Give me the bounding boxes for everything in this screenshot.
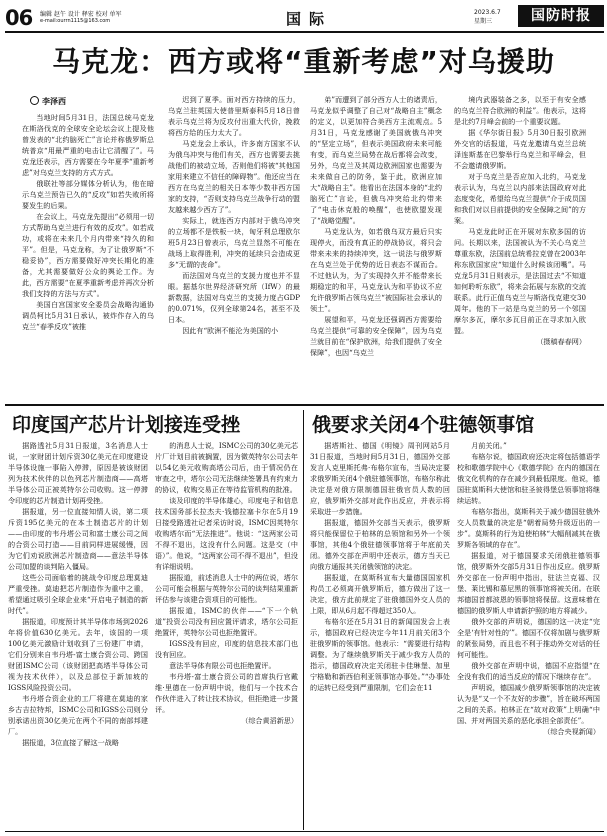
paragraph: 当地时间5月31日，法国总统马克龙在斯洛伐克的全球安全论坛会议上提及他曾发表的“北约脑死亡”言论并称俄罗斯总统普京“用最严重的电击让它清醒了”。马克龙还表示，西方需要在今年夏季“重新考虑”对乌克兰支持的方式方式。 xyxy=(22,113,154,177)
issue-date xyxy=(474,8,501,26)
paragraph: 据报道，另一位直接知情人说，第二项斥资195亿美元的在本土制造芯片的计划——由印度的韦丹塔公司和富士康公司之间的合资公司打造——目前同样进展缓慢，因为它们劝说欧洲芯片制造商——意法半导体公司加盟的谈判陷入僵局。 xyxy=(8,507,148,571)
paragraph: 马克龙认为，如若俄乌双方最后只实现停火，而没有真正的停战协议，将只会带来未来的持续冲突，这一说法与俄罗斯在乌克兰处于优势的近日表态不谋而合。不过他认为，为了实现持久并不能带来长期稳定的和平，马克龙认为和平协议不应允许俄罗斯占领乌克兰“被国际社会承认的领土”。 xyxy=(310,227,442,313)
paragraph: 据报道，前述消息人士中的两位说，塔尔公司可能会根据与英特尔公司的谈判结果重新评估参与该建合资项目的可能性。 xyxy=(155,573,298,604)
top-rule xyxy=(5,31,604,33)
paragraph: 布格尔指出，莫斯科关于减少德国驻俄外交人员数量的决定是“朝着局势升级迈出的一步”。莫斯科的行为迫使柏林“大幅削减其在俄罗斯各领域的存在”。 xyxy=(457,507,600,549)
paragraph: 迟到了夏季。面对西方持续的压力，乌克兰驻英国大使普里斯泰科5月18日曾表示乌克兰将为反攻付出重大代价，挽救将西方给的压力太大了。 xyxy=(168,95,300,137)
paragraph: 这些公司面临着的挑战令印度总理莫迪严重受挫。莫迪把芯片制造作为重中之重，希望通过吸引全球企业来“开启电子制造的新时代”。 xyxy=(8,573,148,615)
paragraph: 弟”而遭到了部分西方人士的诸责后，马克龙似乎调整了自己对“战略自主”概念的定义，以更加符合美西方主流观点。5月31日，马克龙感谢了美国就俄乌冲突的“坚定立场”，但表示美国政府未来可能有变，而乌克兰局势在战后都将会改变，另外，乌克兰及其周边欧洲国家也需要为未来做自己的防务，鉴于此，欧洲应加大“战略自主”。他看出在法国本身的“北约脑死亡”言论，但俄乌冲突给北约带来了“电击休克般的唤醒”，也使欧盟发现了“战略觉醒”。 xyxy=(310,95,442,225)
byline xyxy=(30,96,66,107)
paragraph: 马克龙此时正在开展对东欧多国的访问。长期以来，法国被认为不关心乌克兰尊重东欧，法国前总统希拉克曾在2003年称东欧国家应“知道什么时候该闭嘴”。马克龙5月31日则表示，是法国过去“不知道如何聆听东欧”，将来会拓展与东欧的交流联系。此行正值乌克兰与斯洛伐克建交30周年。他的下一站是乌克兰的另一个邻国摩尔多瓦，摩尔多瓦目前正在寻求加入欧盟。 xyxy=(454,227,586,335)
paragraph: 的消息人士说，ISMC公司的30亿美元芯片厂计划目前被搁置，因为微英特尔公司去年以54亿美元收购高塔公司后，由于情况仍在审查之中，塔尔公司无法继续签署具有约束力的协议，收购交易正在等待监管机构的批准。 xyxy=(155,441,298,494)
paragraph: 境内武器装备之多，以至于有安全感的乌克兰符合欧洲的利益”。他表示，这将是北约7月峰会前的一个重要议题。 xyxy=(454,95,586,126)
article1-column-2 xyxy=(168,94,300,400)
section-title: 国际 xyxy=(286,10,333,28)
article2-column-1 xyxy=(8,440,148,828)
paragraph: 而法国对乌克兰的支援力度也并不显眼。据基尔世界经济研究所（IfW）的最新数据，法国对乌克兰的支援力度占GDP的0.071%，仅列全球第24名，甚至不及日本。 xyxy=(168,271,300,324)
paragraph: 在会议上，马克龙先提出“必须用一切方式帮助乌克兰进行有效的反攻”。如若成功，或将在未来几个月内带来“持久的和平”。但是，马克龙称，为了让俄罗斯“不稳妥协”，西方需要做好冲突长期化的准备，尤其需要做好公众的舆论工作。为此，西方需要“在夏季重新考虑并再次分析我们支持的方法与方式”。 xyxy=(22,212,154,298)
paragraph: 实际上，就连西方内部对于俄乌冲突的立场都不是铁板一块，匈牙利总理欧尔班5月23日曾表示，乌克兰显然不可能在战场上取得胜利，冲突的延续只会造成更多“无谓的丧命”。 xyxy=(168,216,300,269)
paragraph: 据报道，ISMC的伙伴——“下一个轨道”投资公司没有回应置评请求，塔尔公司拒绝置评，英特尔公司也拒绝置评。 xyxy=(155,606,298,637)
middle-rule xyxy=(5,404,604,406)
paragraph: 谈及印度的半导体雄心，印度电子和信息技术国务部长拉杰夫·钱德拉塞卡尔在5月19日接受路透社记者采访时说，ISMC因英特尔收购塔尔而“无法推进”。他说：“这两家公司不得不退出，这没有什么问题。这是交（中语）”。他说，“这两家公司不得不退出”，但没有详细说明。 xyxy=(155,496,298,571)
paragraph: 韦丹塔合资企业的工厂将建在莫迪的家乡古吉拉特邦，ISMC公司和IGSS公司则分别承诺出资30亿美元在两个不同的南部邦建厂。 xyxy=(8,694,148,736)
paragraph: 美国白宫国家安全委员会战略沟通协调员柯比5月31日承认，被炸作存入的乌克兰“春季反攻”被推 xyxy=(22,300,154,331)
author-pin-icon xyxy=(30,96,39,105)
paragraph: 据路透社5月31日报道，3名消息人士说，一家财团计划斥资30亿美元在印度建设半导体设施一事陷入停滞，原因是被该财团列为技术伙伴的以色列芯片制造商——高塔半导体公司正被英特尔公司收购。这一停滞令印度的芯片制造计划再受挫。 xyxy=(8,441,148,505)
headline-russia-consulates: 俄要求关闭4个驻德领事馆 xyxy=(312,414,535,436)
paragraph: 俄外交部的声明说，德国的这一决定“完全是‘有针对性的’”。德国不仅将加剧与俄罗斯的紧张局势，而且也不利于推动外交对话的任何可能性。 xyxy=(457,617,600,659)
article3-column-2 xyxy=(457,440,600,828)
newspaper-logo: 国防时报 xyxy=(518,5,604,27)
email-line: e-mail:ourrn1115@163.com xyxy=(40,18,111,24)
paragraph: 马克龙会上承认，许多南方国家不认为俄乌冲突与他们有关，西方也需要去挑战他们的被动立场，否则他们将被“其他国家用来建立不信任的障碍物”。他还应当在西方在乌克兰的相关日本等少数非西方国家的支持，“否则支持乌克兰战争行动的盟友越来越少西方了”。 xyxy=(168,139,300,214)
paragraph: 意法半导体有限公司也拒绝置评。 xyxy=(169,661,276,670)
article1-column-1 xyxy=(22,112,154,400)
paragraph: 布格尔说，德国政府还决定将包括德语学校和歌德学院中心《歌德学院》在内的德国在俄文化机构的存在减少到最低限度。他说，德国驻莫斯科大使馆和驻圣彼得堡总领事馆将继续运转。 xyxy=(457,452,600,505)
paragraph: 布格尔还在5月31日的新闻国发会上表示，德国政府已经决定今年11月前关闭3个驻俄罗斯的领事馆。他表示：“需要进行结构调整。为了继续俄罗斯关于减少我方人员的指示，德国政府决定关闭驻卡佳琳堡、加里宁格勒和新西伯利亚领事馆办事处。”“办事处的运转已经受到严重限制，它们会在11 xyxy=(310,617,450,692)
page-number: 06 xyxy=(5,6,33,30)
paragraph: 据报道，对于德国要求关闭俄驻德领事馆，俄罗斯外交部5月31日作出反应。俄罗斯外交部在一份声明中指出，驻法兰克福、汉堡、莱比锡和慕尼黑的领事馆将被关闭。在联邦德国首都波恩的领事馆将保留。这意味着在德国的俄罗斯人申请新护照的地方将减少。 xyxy=(457,551,600,615)
paragraph: 声明说，德国减少俄罗斯领事馆的决定被认为是“又一个不友好的步骤”，旨在破坏两国之间的关系。柏林正在“故对政策”上明确“中国、并对两国关系的恶化承担全部责任”。 xyxy=(457,683,600,725)
paragraph: 因此有“欧洲不能沦为美国的小 xyxy=(182,326,279,335)
paragraph: 据报道，印度预计其半导体市场到2026年将价值630亿美元。去年，该国的一项100亿美元激励计划收到了三份建厂申请，它们分别来自韦丹塔-富士康合资公司、跨国财团ISMC公司（该财团把高塔半导体公司视为技术伙伴），以及总部位于新加坡的IGSS风险投资公司。 xyxy=(8,617,148,692)
bottom-rule xyxy=(5,831,604,832)
article1-column-3 xyxy=(310,94,442,400)
paragraph: 月前关闭。” xyxy=(471,441,507,450)
headline-macron: 马克龙：西方或将“重新考虑”对乌援助 xyxy=(52,45,555,78)
paragraph: 俄联社等部分媒体分析认为，他在暗示乌克兰预告已久的“反攻”如若失败所将要发生的后果。 xyxy=(22,179,154,210)
paragraph: 据塔斯社、德国《明镜》周刊网站5月31日报道，当地时间5月31日，德国外交部发言人克里斯托弗·布格尔宣布，当局决定要求俄罗斯关闭4个俄驻德领事馆，布格尔称此决定是对俄方限制德国驻俄官员人数的回应，俄罗斯外交部对此作出反应，并表示将采取进一步措施。 xyxy=(310,441,450,516)
paragraph: IGSS没有回应，印度的信息技术部门也没有回应。 xyxy=(155,639,298,659)
article1-credit: （摄稿春春网） xyxy=(536,337,586,346)
editors-line: 编辑 赵午 设计 释宏 校对 单军 xyxy=(40,11,122,18)
article2-column-2 xyxy=(155,440,298,828)
column-divider xyxy=(303,410,304,830)
paragraph: 展望和平，马克龙还强调西方需要给乌克兰提供“可靠的安全保障”，因为乌克兰就目前在“保护欧洲，给我们提供了安全保障”，也因“乌克兰 xyxy=(310,315,442,357)
byline-author: 李泽西 xyxy=(42,97,66,106)
date-text: 2023.6.7 xyxy=(474,9,501,16)
article2-credit: （综合黄滔新思） xyxy=(241,716,298,725)
paragraph: 俄外交部在声明中说，德国不应指望“在全没有我们的适当反应的情况下继续存在”。 xyxy=(457,661,600,681)
article1-column-4 xyxy=(454,94,586,400)
weekday-text: 星期三 xyxy=(474,18,493,25)
paragraph: 据报道，德国外交部当天表示，俄罗斯将只能保留位于柏林的总领馆和另外一个领事馆，其他4个俄驻德领事馆将于年底前关闭。德外交部在声明中还表示，德方当天已向俄方通报其关闭俄领馆的决定。 xyxy=(310,518,450,571)
headline-india-chips: 印度国产芯片计划接连受挫 xyxy=(12,414,241,436)
paragraph: 据《华尔街日报》5月30日报引欧洲外交官的话报道，马克龙邀请乌克兰总统泽连斯基在巴黎举行乌克兰和平峰会，但不会邀请俄罗斯。 xyxy=(454,128,586,170)
paragraph: 韦丹塔-富士康合资公司的首席执行官戴维·里德在一份声明中说，他们与一个技术合作伙伴进入了转让技术协议，但拒绝进一步置评。 xyxy=(155,672,298,714)
paragraph: 据报道，在莫斯科宣布大量德国国家机构员工必须离开俄罗斯后，德方做出了这一决定，俄方此前规定了驻俄德国外交人员的上限，即从6月起不得超过350人。 xyxy=(310,573,450,615)
paragraph: 据报道，3位直接了解这一战略 xyxy=(22,738,119,747)
article3-credit: （综合央视新闻） xyxy=(543,727,600,736)
paragraph: 对于乌克兰是否应加入北约，马克龙表示认为，乌克兰以内部来法国政府对此态度变化，希望给乌克兰提供“介于成员国和我们对以目前提供的安全保障之间”的方案。 xyxy=(454,172,586,225)
article3-column-1 xyxy=(310,440,450,828)
